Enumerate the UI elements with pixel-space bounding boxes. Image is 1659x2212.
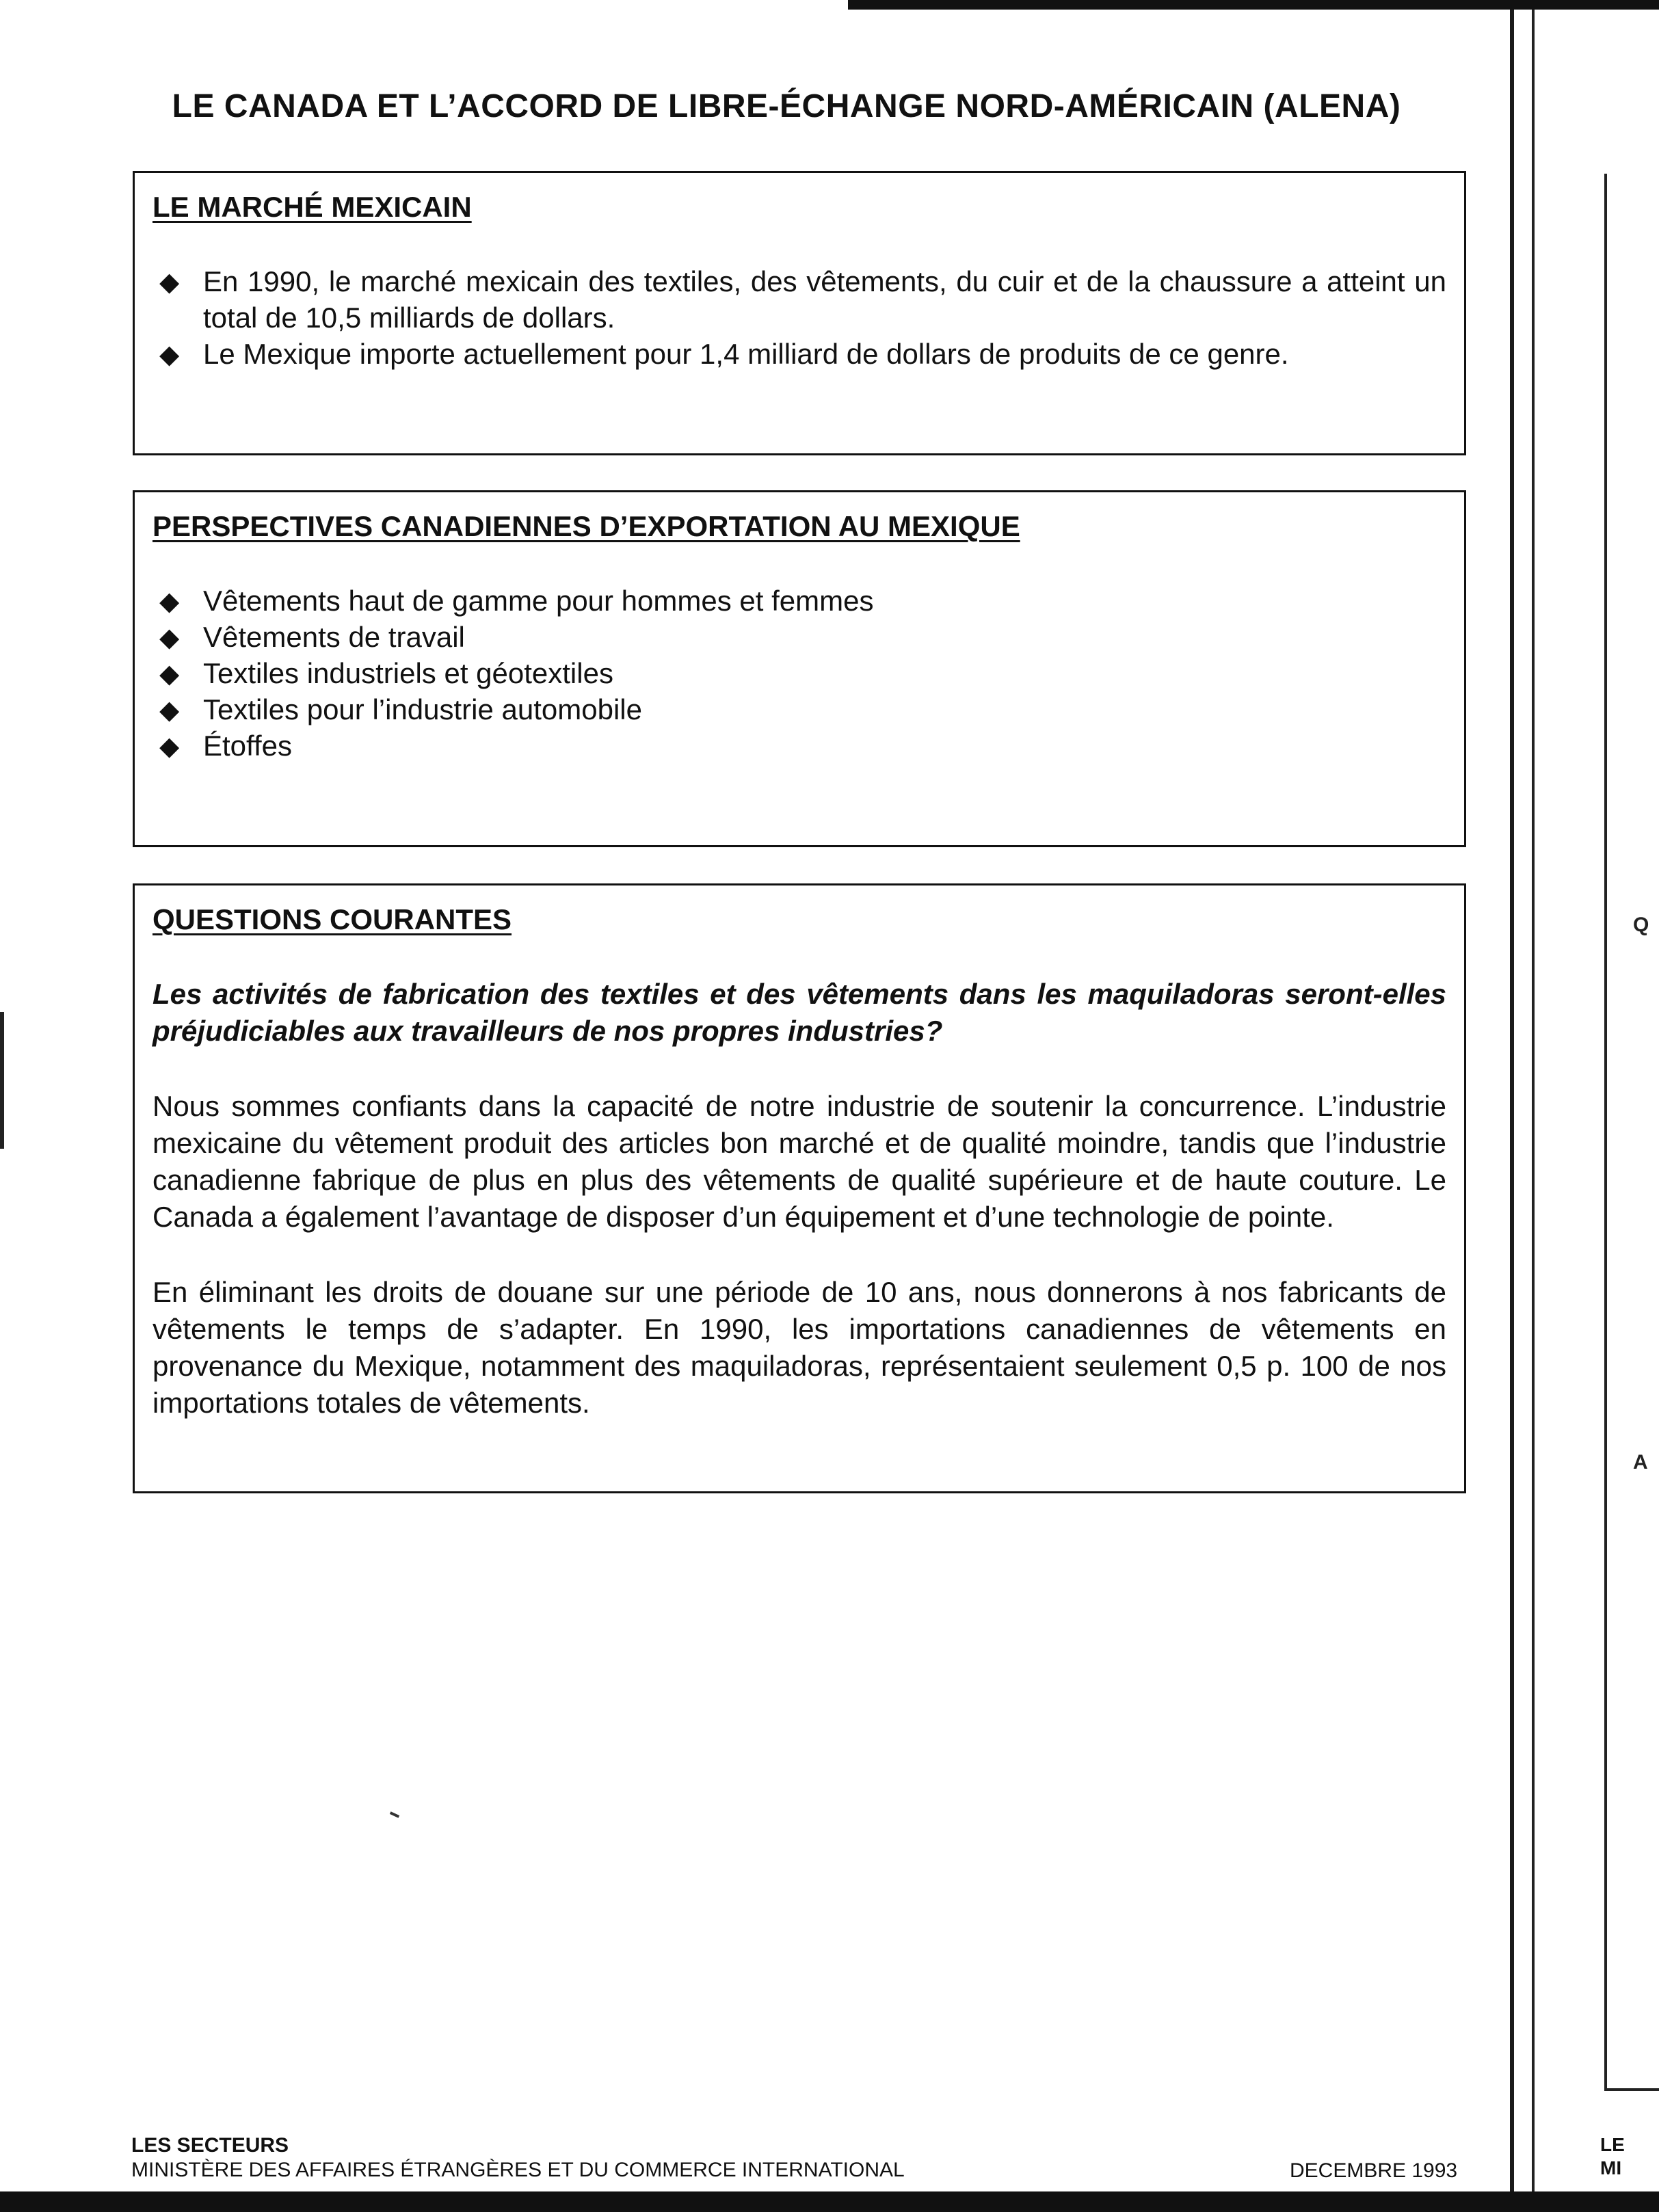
page-fold-line [1532,10,1535,2191]
answer-paragraph: En éliminant les droits de douane sur une période de 10 ans, nous donnerons à nos fabricants de vêtements le temps de s’adapter. En 1990, les importations canadiennes de vêtements en provenance du Mexique, notamment des maquiladoras, représentaient seulement 0,5 p. 100 de nos importations totales de vêtements. [152,1276,1446,1419]
section-heading: LE MARCHÉ MEXICAIN [152,191,472,223]
section-heading: PERSPECTIVES CANADIENNES D’EXPORTATION AU MEXIQUE [152,510,1020,542]
footer-date: DECEMBRE 1993 [1290,2159,1458,2182]
list-item [152,655,1446,691]
adjacent-footer-fragment [1600,2133,1625,2179]
diamond-bullet-icon: ◆ [159,268,180,297]
list-item [152,336,1446,372]
bullet-list [152,263,1446,372]
bullet-list [152,583,1446,764]
footer-publisher [131,2133,905,2183]
section-export-prospects [133,490,1466,847]
adjacent-fragment: Q [1633,914,1649,936]
list-item [152,583,1446,619]
section-current-questions [133,883,1466,1493]
scan-edge-bottom [0,2191,1659,2212]
document-title: LE CANADA ET L’ACCORD DE LIBRE-ÉCHANGE NORD-AMÉRICAIN (ALENA) [172,88,1401,124]
list-item-text: Étoffes [203,730,292,762]
diamond-bullet-icon: ◆ [159,341,180,369]
list-item-text: Textiles industriels et géotextiles [203,657,613,689]
list-item-text: En 1990, le marché mexicain des textiles, des vêtements, du cuir et de la chaussure a atteint un total de 10,5 milliards de dollars. [203,265,1446,334]
diamond-bullet-icon: ◆ [159,732,180,761]
page-fold-line [1510,10,1514,2191]
diamond-bullet-icon: ◆ [159,660,180,689]
list-item [152,263,1446,336]
adjacent-fragment: A [1633,1451,1648,1474]
answer-paragraph: Nous sommes confiants dans la capacité de notre industrie de soutenir la concurrence. L’industrie mexicaine du vêtement produit des articles bon marché et de qualité moindre, tandis que l’industrie canadienne fabrique de plus en plus des vêtements de qualité supérieure et de haute couture. Le Canada a également l’avantage de disposer d’un équipement et d’une technologie de pointe. [152,1090,1446,1233]
diamond-bullet-icon: ◆ [159,624,180,652]
footer-ministry: MINISTÈRE DES AFFAIRES ÉTRANGÈRES ET DU COMMERCE INTERNATIONAL [131,2159,905,2181]
adjacent-footer-line: MI [1600,2157,1622,2178]
scan-speck [390,1811,399,1818]
list-item [152,691,1446,728]
list-item-text: Le Mexique importe actuellement pour 1,4 milliard de dollars de produits de ce genre. [203,338,1289,370]
list-item [152,728,1446,764]
section-heading: QUESTIONS COURANTES [152,903,512,935]
adjacent-page-edge [1510,10,1659,2191]
list-item-text: Textiles pour l’industrie automobile [203,693,642,725]
footer-series: LES SECTEURS [131,2134,289,2157]
adjacent-footer-line: LE [1600,2134,1625,2155]
list-item-text: Vêtements haut de gamme pour hommes et femmes [203,585,874,617]
diamond-bullet-icon: ◆ [159,587,180,616]
scan-mark [0,1012,4,1149]
list-item [152,619,1446,655]
diamond-bullet-icon: ◆ [159,696,180,725]
scan-edge-top [0,0,1659,10]
list-item-text: Vêtements de travail [203,621,465,653]
question-text: Les activités de fabrication des textiles et des vêtements dans les maquiladoras seront-elles préjudiciables aux travailleurs de nos propres industries? [152,978,1446,1047]
adjacent-box-edge [1604,174,1659,2091]
section-mexican-market [133,171,1466,455]
